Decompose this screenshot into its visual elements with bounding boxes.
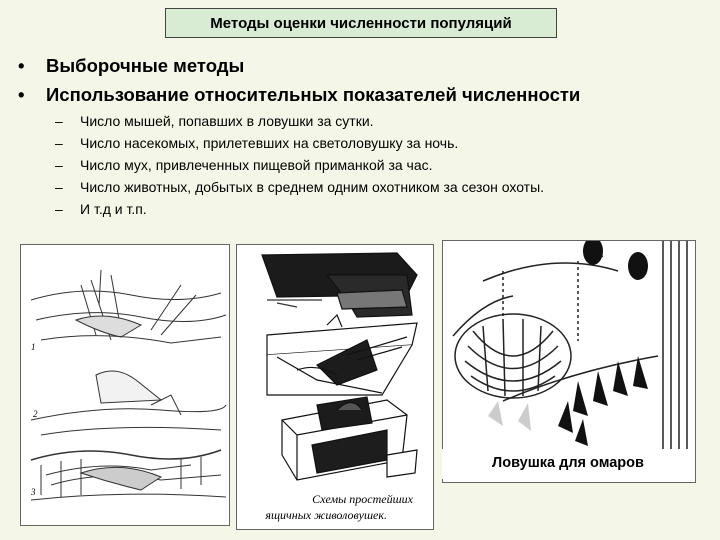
box-trap-caption-line1: Схемы простейших xyxy=(312,492,413,506)
box-trap-caption-line2: ящичных живоловушек. xyxy=(265,508,387,522)
page-title xyxy=(165,8,557,38)
sub-item-text: Число животных, добытых в среднем одним охотником за сезон охоты. xyxy=(80,179,545,195)
sub-item xyxy=(55,113,544,135)
lobster-trap-figure xyxy=(442,240,696,483)
lobster-trap-drawing xyxy=(443,241,695,482)
lobster-trap-caption: Ловушка для омаров xyxy=(442,455,694,471)
sketch-number-2: 2 xyxy=(33,409,38,419)
bullet-dot-icon: • xyxy=(18,84,25,105)
trap-sketch-drawing xyxy=(21,245,229,525)
title-text: Методы оценки численности популяций xyxy=(210,14,512,32)
bullet-item xyxy=(18,55,580,84)
box-trap-drawing xyxy=(237,245,433,529)
sub-item-text: Число насекомых, прилетевших на светоловушку за ночь. xyxy=(80,135,459,151)
sub-item-text: Число мух, привлеченных пищевой приманкой за час. xyxy=(80,157,433,173)
bullet-text: Использование относительных показателей численности xyxy=(46,84,581,105)
dash-icon: – xyxy=(55,135,63,151)
dash-icon: – xyxy=(55,157,63,173)
sub-item xyxy=(55,135,544,157)
bullet-text: Выборочные методы xyxy=(46,55,245,76)
sub-item xyxy=(55,201,544,223)
bullet-dot-icon: • xyxy=(18,55,25,76)
bullet-item xyxy=(18,84,580,113)
dash-icon: – xyxy=(55,113,63,129)
dash-icon: – xyxy=(55,201,63,217)
bullet-list xyxy=(18,55,580,113)
sub-item-text: И т.д и т.п. xyxy=(80,201,147,217)
sub-item xyxy=(55,157,544,179)
dash-icon: – xyxy=(55,179,63,195)
field-trap-sketches xyxy=(20,244,230,526)
sub-list xyxy=(55,113,544,223)
box-trap-schemes xyxy=(236,244,434,530)
sketch-number-1: 1 xyxy=(31,342,36,352)
sub-item-text: Число мышей, попавших в ловушки за сутки. xyxy=(80,113,374,129)
sub-item xyxy=(55,179,544,201)
sketch-number-3: 3 xyxy=(31,487,36,497)
